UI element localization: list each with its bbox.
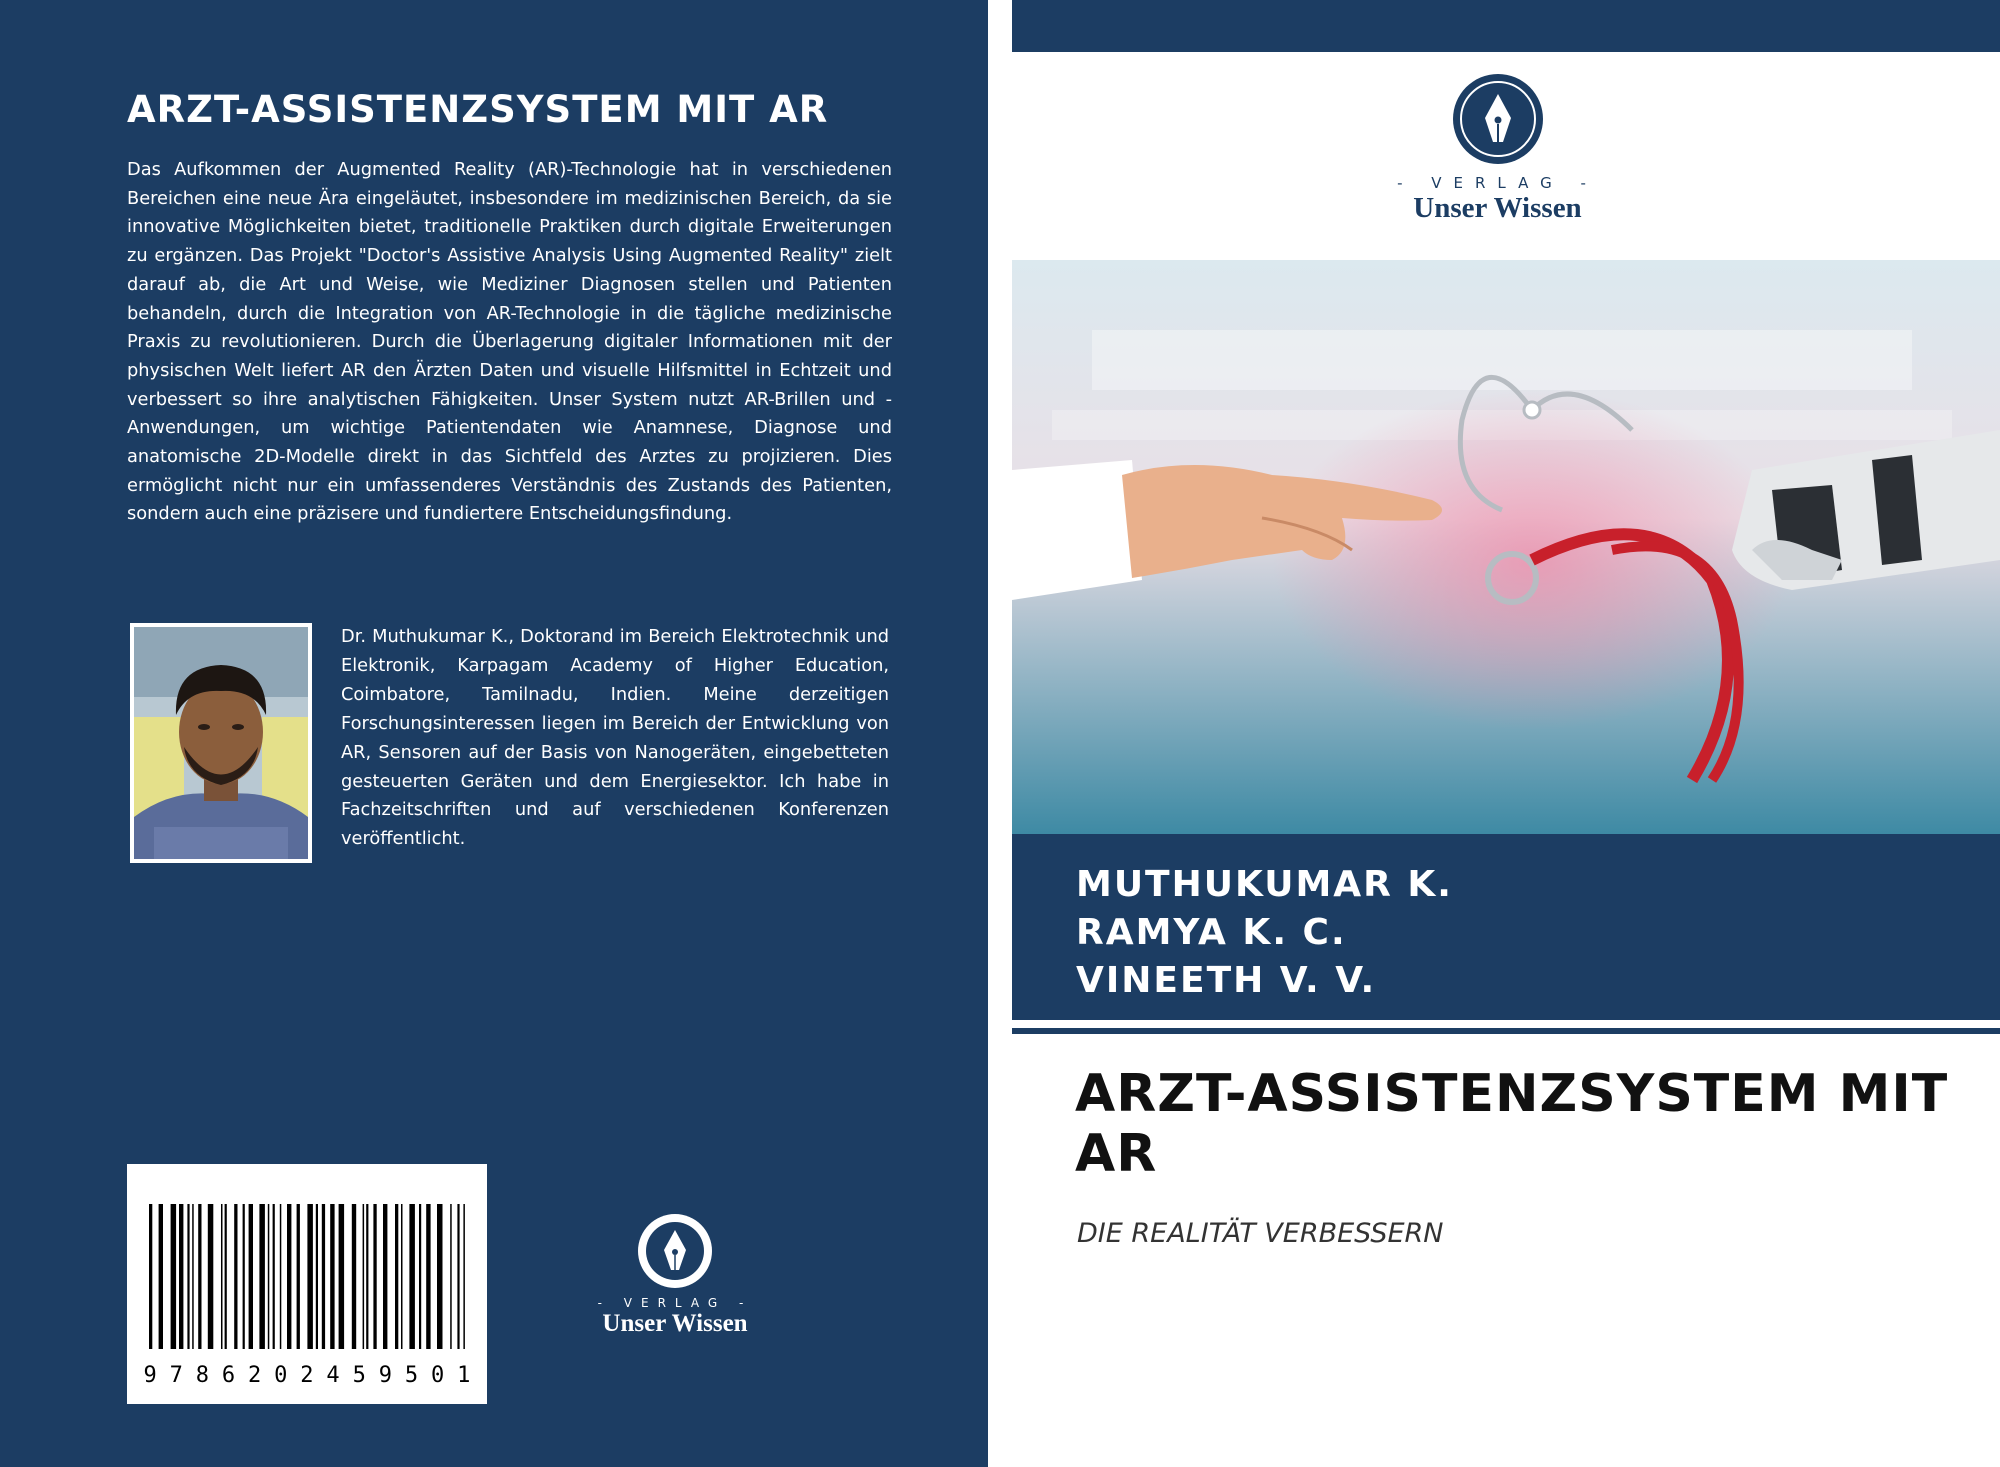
barcode-bar (171, 1204, 177, 1349)
spine (988, 0, 1012, 1467)
barcode-digit: 2 (300, 1363, 314, 1388)
barcode-bar (322, 1204, 325, 1349)
barcode-digits (127, 1363, 487, 1388)
barcode-digit: 5 (352, 1363, 366, 1388)
barcode-bar (316, 1204, 318, 1349)
author-name-1: MUTHUKUMAR K. (1076, 864, 1453, 905)
front-logo-verlag: - VERLAG - (1397, 174, 1598, 192)
barcode-bar (287, 1204, 291, 1349)
front-logo-name: Unser Wissen (1413, 192, 1582, 224)
barcode-bar (373, 1204, 376, 1349)
barcode-bar (225, 1204, 227, 1349)
back-logo-verlag: - VERLAG - (597, 1296, 753, 1310)
barcode-bar (307, 1204, 313, 1349)
barcode-digit: 6 (221, 1363, 236, 1388)
isbn-barcode (127, 1164, 487, 1404)
barcode-bar (273, 1204, 275, 1349)
barcode-bar (159, 1204, 163, 1349)
barcode-bar (249, 1204, 253, 1349)
barcode-bar (463, 1204, 465, 1349)
barcode-bar (457, 1204, 459, 1349)
barcode-digit: 2 (248, 1363, 262, 1388)
back-logo-name: Unser Wissen (602, 1310, 748, 1337)
barcode-bar (268, 1204, 270, 1349)
barcode-digit: 0 (274, 1363, 288, 1388)
barcode-bar (366, 1204, 368, 1349)
barcode-digit: 8 (195, 1363, 209, 1388)
barcode-bar (280, 1204, 282, 1349)
barcode-bar (426, 1204, 430, 1349)
barcode-bar (187, 1204, 189, 1349)
fountain-pen-nib-icon (636, 1212, 714, 1290)
barcode-bar (198, 1204, 201, 1349)
barcode-digit: 0 (430, 1363, 445, 1388)
hand-robot-stethoscope-image (1012, 260, 2000, 834)
barcode-bar (179, 1204, 183, 1349)
barcode-digit: 7 (169, 1363, 183, 1388)
barcode-digit: 9 (143, 1363, 157, 1388)
barcode-digit: 1 (457, 1363, 471, 1388)
barcode-bar (149, 1204, 152, 1349)
authors-band (1012, 834, 2000, 1020)
front-top-bar (1012, 0, 2000, 52)
barcode-digit: 9 (378, 1363, 392, 1388)
author-bio: Dr. Muthukumar K., Doktorand im Bereich Elektrotechnik und Elektronik, Karpagam Academy of Higher Education, Coimbatore, Tamilnadu, Indien. Meine derzeitigen Forschungsinteressen liegen im Bereich der Entwicklung von AR, Sensoren auf der Basis von Nanogeräten, eingebetteten gesteuerten Geräten und dem Energiesektor. Ich habe in Fachzeitschriften und auf verschiedenen Konferenzen veröffentlicht. (341, 626, 889, 850)
barcode-bar (234, 1204, 237, 1349)
barcode-bar (259, 1204, 265, 1349)
barcode-bar (401, 1204, 403, 1349)
barcode-bars (127, 1164, 487, 1364)
barcode-bar (330, 1204, 334, 1349)
back-cover-blurb: Das Aufkommen der Augmented Reality (AR)-Technologie hat in verschiedenen Bereichen eine neue Ära eingeläutet, insbesondere im medizinischen Bereich, da sie innovative Möglichkeiten bietet, traditionelle Praktiken durch digitale Erweiterungen zu ergänzen. Das Projekt "Doctor's Assistive Analysis Using Augmented Reality" zielt darauf ab, die Art und Weise, wie Mediziner Diagnosen stellen und Patienten behandeln, durch die Integration von AR-Technologie in die tägliche medizinische Praxis zu revolutionieren. Durch die Überlagerung digitaler Informationen mit der physischen Welt liefert AR den Ärzten Daten und visuelle Hilfsmittel in Echtzeit und verbessert so ihre analytischen Fähigkeiten. Unser System nutzt AR-Brillen und -Anwendungen, um wichtige Patientendaten wie Anamnese, Diagnose und anatomische 2D-Modelle direkt in das Sichtfeld des Arztes zu projizieren. Dies ermöglicht nicht nur ein umfassenderes Verständnis des Zustands des Patienten, sondern auch eine präzisere und fundiertere Entscheidungsfindung. (127, 159, 892, 525)
barcode-bar (437, 1204, 443, 1349)
barcode-digit: 4 (326, 1363, 340, 1388)
front-cover-title: ARZT-ASSISTENZSYSTEM MIT AR (1075, 1064, 1949, 1184)
author-name-2: RAMYA K. C. (1076, 912, 1347, 953)
barcode-bar (352, 1204, 356, 1349)
author-name-3: VINEETH V. V. (1076, 960, 1377, 1001)
barcode-bar (395, 1204, 398, 1349)
barcode-bar (339, 1204, 345, 1349)
fountain-pen-nib-icon (1451, 72, 1545, 166)
barcode-bar (419, 1204, 421, 1349)
author-portrait-image (134, 627, 308, 859)
author-photo (130, 623, 312, 863)
barcode-bar (221, 1204, 223, 1349)
barcode-digit: 5 (404, 1363, 419, 1388)
barcode-bar (383, 1204, 387, 1349)
front-publisher-logo (1380, 72, 1615, 225)
barcode-bar (208, 1204, 214, 1349)
barcode-bar (243, 1204, 245, 1349)
barcode-bar (363, 1204, 365, 1349)
back-publisher-logo (585, 1212, 765, 1338)
back-cover-title: ARZT-ASSISTENZSYSTEM MIT AR (127, 88, 829, 131)
barcode-bar (450, 1204, 452, 1349)
front-cover-subtitle: DIE REALITÄT VERBESSERN (1077, 1218, 1444, 1249)
barcode-bar (409, 1204, 415, 1349)
barcode-bar (192, 1204, 194, 1349)
cover-illustration (1012, 260, 2000, 834)
barcode-bar (297, 1204, 300, 1349)
divider-rule (1012, 1028, 2000, 1034)
back-cover (0, 0, 988, 1467)
